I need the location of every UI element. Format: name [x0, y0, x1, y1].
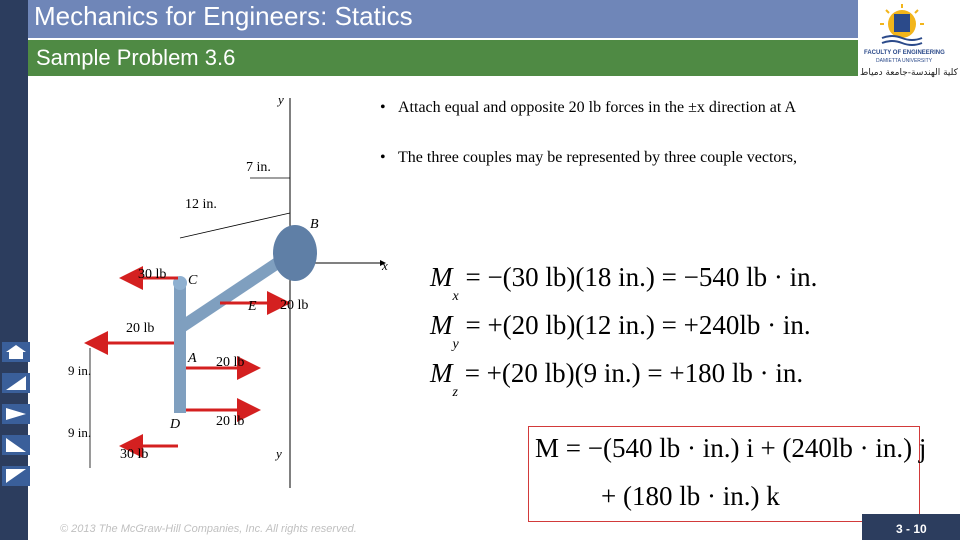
- equation-mx: $M_x = -(30$ lb)(18 in.) = −540 lb · in.: [430, 262, 818, 304]
- fig-label-20lb-left: 20 lb: [126, 321, 155, 336]
- result-line-1: M = −(540 lb · in.) i + (240lb · in.) j: [535, 433, 927, 463]
- explanation-bullets: [380, 96, 850, 170]
- slide-title: Mechanics for Engineers: Statics: [34, 1, 413, 31]
- previous-slide-icon[interactable]: [2, 435, 30, 455]
- fig-label-20lb-e: 20 lb: [280, 298, 309, 313]
- last-slide-icon[interactable]: [2, 466, 30, 486]
- fig-label-e: E: [248, 299, 257, 314]
- fig-label-a: A: [188, 351, 197, 366]
- page-number: 3 - 10: [896, 522, 927, 536]
- fig-label-y-top: y: [278, 92, 284, 107]
- fig-label-7in: 7 in.: [246, 160, 271, 175]
- logo-caption: FACULTY OF ENGINEERING: [864, 50, 945, 56]
- diagonal-pipe: [180, 256, 288, 328]
- logo-caption-arabic: كلية الهندسة-جامعة دمياط: [860, 68, 958, 78]
- slide-subtitle: Sample Problem 3.6: [36, 45, 236, 70]
- copyright-notice: © 2013 The McGraw-Hill Companies, Inc. All rights reserved.: [60, 523, 357, 535]
- fig-label-c: C: [188, 273, 198, 288]
- fig-label-20lb-d: 20 lb: [216, 414, 245, 429]
- equation-my: $M_y = +(20$ lb)(12 in.) = +240lb · in.: [430, 310, 811, 352]
- bullet-three-couples: • The three couples may be represented by three couple vectors,: [380, 146, 850, 170]
- left-navigation-strip: [0, 0, 28, 540]
- fig-label-12in: 12 in.: [185, 197, 217, 212]
- fig-label-20lb-a: 20 lb: [216, 355, 245, 370]
- title-bar: [28, 0, 858, 38]
- logo-caption-university: DAMIETTA UNIVERSITY: [876, 58, 933, 64]
- first-slide-icon[interactable]: [2, 373, 30, 393]
- result-vector-box: [528, 426, 927, 522]
- result-line-2: + (180 lb · in.) k: [601, 481, 780, 511]
- fig-label-d: D: [170, 417, 181, 432]
- home-icon[interactable]: [2, 342, 30, 362]
- fig-label-y-bottom: y: [276, 446, 282, 461]
- flange-b: [273, 225, 317, 281]
- fig-label-9in-top: 9 in.: [68, 363, 92, 378]
- fig-label-30lb-top: 30 lb: [138, 267, 167, 282]
- fig-label-30lb-bottom: 30 lb: [120, 447, 149, 462]
- next-slide-icon[interactable]: [2, 404, 30, 424]
- bullet-attach-forces: • Attach equal and opposite 20 lb forces in the ±x direction at A: [380, 96, 850, 120]
- subtitle-bar: [28, 40, 858, 76]
- pipe-assembly-figure: [40, 88, 410, 508]
- fig-label-x: x: [382, 258, 388, 273]
- equation-mz: $M_z = +(20$ lb)(9 in.) = +180 lb · in.: [430, 358, 804, 400]
- fig-label-b: B: [310, 217, 319, 232]
- fig-label-9in-bottom: 9 in.: [68, 425, 92, 440]
